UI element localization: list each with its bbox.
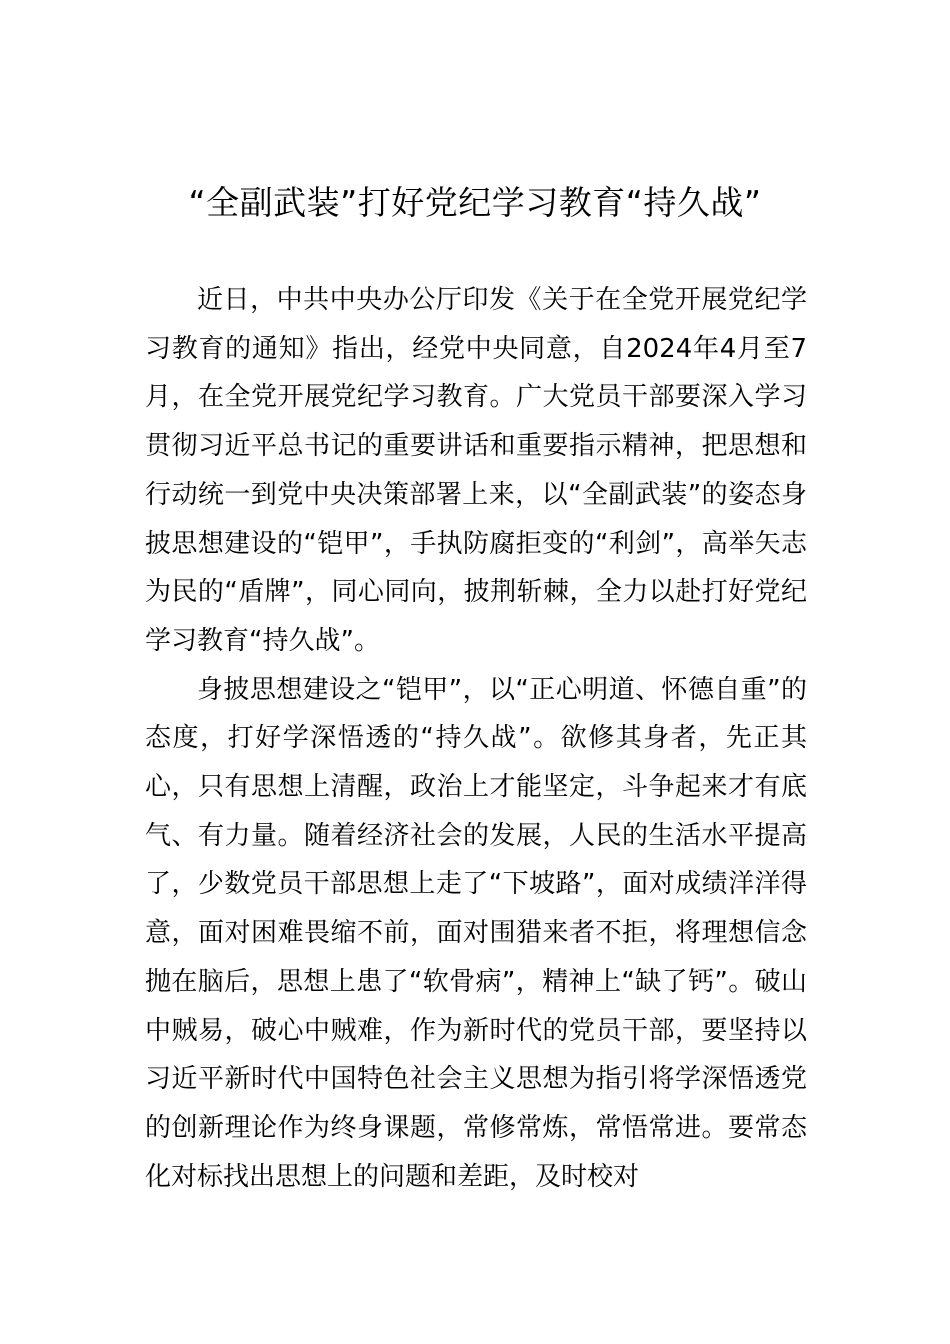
document-body [145, 276, 807, 1201]
document-title: “全副武装”打好党纪学习教育“持久战” [188, 183, 762, 222]
body-paragraph-1: 近日，中共中央办公厅印发《关于在全党开展党纪学习教育的通知》指出，经党中央同意，自2024年4月至7月，在全党开展党纪学习教育。广大党员干部要深入学习贯彻习近平总书记的重要讲话和重要指示精神，把思想和行动统一到党中央决策部署上来，以“全副武装”的姿态身披思想建设的“铠甲”，手执防腐拒变的“利剑”，高举矢志为民的“盾牌”，同心同向，披荆斩棘，全力以赴打好党纪学习教育“持久战”。 [145, 285, 807, 656]
body-paragraph-2: 身披思想建设之“铠甲”，以“正心明道、怀德自重”的态度，打好学深悟透的“持久战”。欲修其身者，先正其心，只有思想上清醒，政治上才能坚定，斗争起来才有底气、有力量。随着经济社会的发展，人民的生活水平提高了，少数党员干部思想上走了“下坡路”，面对成绩洋洋得意，面对困难畏缩不前，面对围猎来者不拒，将理想信念抛在脑后，思想上患了“软骨病”，精神上“缺了钙”。破山中贼易，破心中贼难，作为新时代的党员干部，要坚持以习近平新时代中国特色社会主义思想为指引将学深悟透党的创新理论作为终身课题，常修常炼，常悟常进。要常态化对标找出思想上的问题和差距，及时校对 [145, 674, 807, 1192]
